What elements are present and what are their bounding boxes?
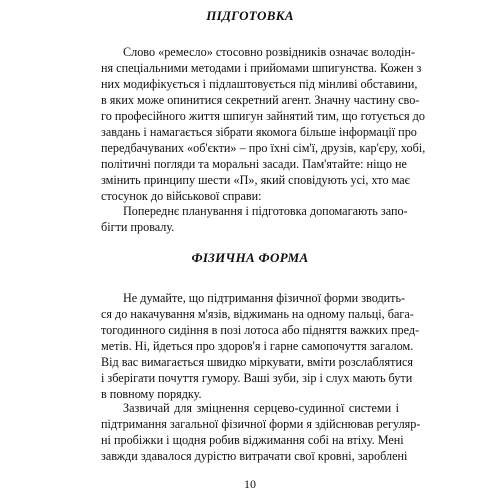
text-line: тогодинного сидіння в позі лотоса або підняття важких пред- bbox=[101, 323, 420, 337]
paragraph-preparation-1 bbox=[101, 44, 426, 204]
text-line: них модифікується і підлаштовується під мінливі обставини, bbox=[101, 77, 418, 91]
text-line: Не думайте, що підтримання фізичної форми зводить- bbox=[123, 291, 406, 305]
paragraph-physical-form-1 bbox=[101, 290, 420, 402]
text-line: завдань і намагається зібрати якомога більше інформації про bbox=[101, 125, 417, 139]
page-number: 10 bbox=[244, 477, 256, 491]
text-line: Слово «ремесло» стосовно розвідників означає володін- bbox=[123, 45, 416, 59]
text-line: змінить принципу шести «П», який сповідують усі, хто має bbox=[101, 173, 410, 187]
text-line: го професійного життя шпигун зайнятий тим, що готується до bbox=[101, 109, 425, 123]
text-line: в повному порядку. bbox=[101, 387, 202, 401]
text-line: стосунок до військової справи: bbox=[101, 189, 262, 203]
paragraph-physical-form-2 bbox=[101, 400, 421, 464]
text-line: і зберігати почуття гумору. Ваші зуби, зір і слух мають бути bbox=[101, 371, 413, 385]
paragraph-preparation-2 bbox=[101, 203, 408, 235]
text-line: завжди здавалося дурістю витрачати свої кровні, зароблені bbox=[101, 449, 408, 463]
text-line: підтримання загальної фізичної форми я здійснював регуляр- bbox=[101, 417, 421, 431]
text-line: Попереднє планування і підготовка допомагають запо- bbox=[123, 204, 408, 218]
text-line: ні пробіжки і щодня робив віджимання собі на втіху. Мені bbox=[101, 433, 404, 447]
text-line: Зазвичай для зміцнення серцево-судинної системи і bbox=[123, 401, 399, 415]
text-line: метів. Ні, йдеться про здоров'я і гарне самопочуття загалом. bbox=[101, 339, 414, 353]
text-line: в яких може опинитися секретний агент. Значну частину сво- bbox=[101, 93, 420, 107]
text-line: ся до накачування м'язів, віджимань на одному пальці, бага- bbox=[101, 307, 414, 321]
text-line: Від вас вимагається швидко міркувати, вміти розслаблятися bbox=[101, 355, 413, 369]
section-title-physical-form: ФІЗИЧНА ФОРМА bbox=[191, 250, 309, 265]
section-title-preparation: ПІДГОТОВКА bbox=[206, 8, 294, 23]
text-line: ня спеціальними методами і прийомами шпигунства. Кожен з bbox=[101, 61, 422, 75]
text-line: політичні погляди та моральні засади. Пам'ятайте: ніщо не bbox=[101, 157, 407, 171]
text-line: передбачуваних «об'єкти» – про їхні сім'ї, друзів, кар'єру, хобі, bbox=[101, 141, 426, 155]
text-line: бігти провалу. bbox=[101, 220, 175, 234]
